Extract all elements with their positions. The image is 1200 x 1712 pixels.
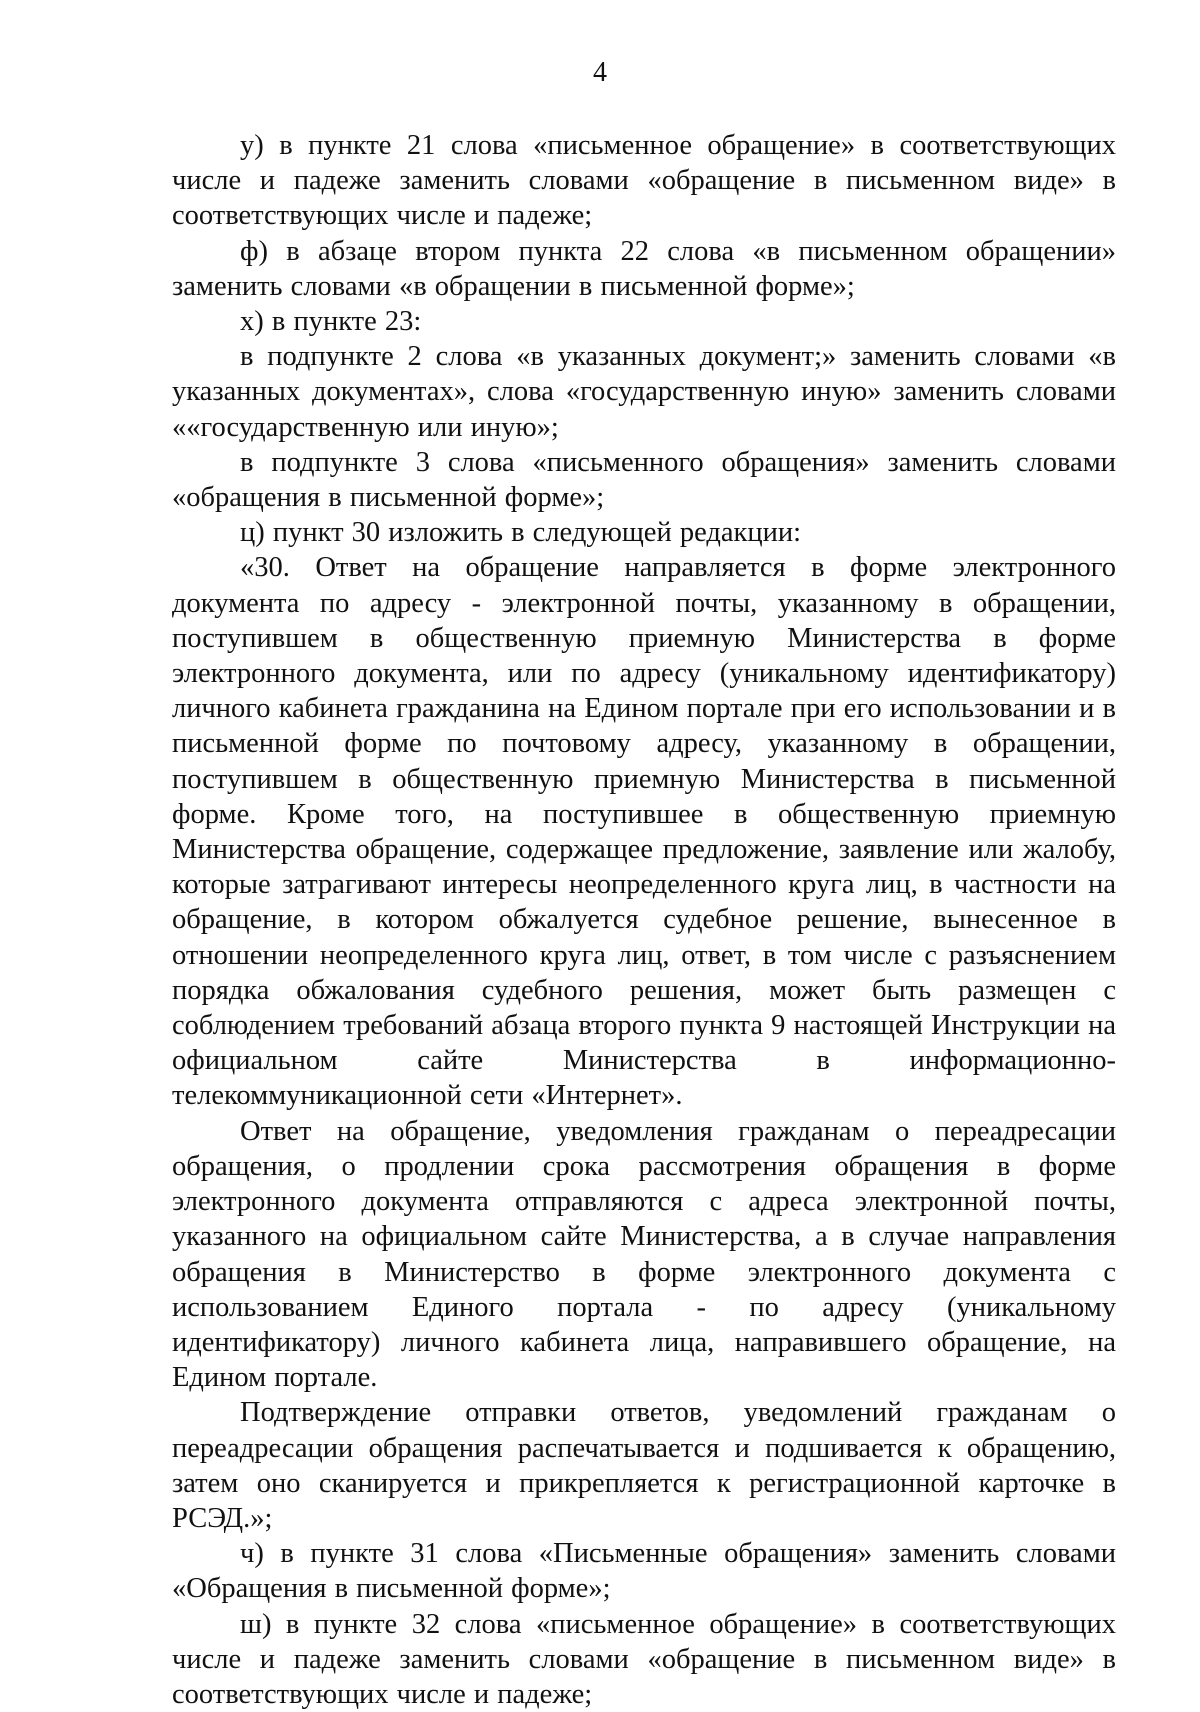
paragraph-confirmation: Подтверждение отправки ответов, уведомлений гражданам о переадресации обращения распечатывается и подшивается к обращению, затем оно сканируется и прикрепляется к регистрационной карточке в РСЭД.»; [172,1397,1116,1534]
paragraph-point-30: «30. Ответ на обращение направляется в форме электронного документа по адресу - электронной почты, указанному в обращении, поступившем в общественную приемную Министерства в форме электронного документа, или по адресу (уникальному идентификатору) личного кабинета гражданина на Едином портале при его использовании и в письменной форме по почтовому адресу, указанному в обращении, поступившем в общественную приемную Министерства в письменной форме. Кроме того, на поступившее в общественную приемную Министерства обращение, содержащее предложение, заявление или жалобу, которые затрагивают интересы неопределенного круга лиц, в частности на обращение, в котором обжалуется судебное решение, вынесенное в отношении неопределенного круга лиц, ответ, в том числе с разъяснением порядка обжалования судебного решения, может быть размещен с соблюдением требований абзаца второго пункта 9 настоящей Инструкции на официальном сайте Министерства в информационно-телекоммуникационной сети «Интернет». [172,552,1116,1112]
paragraph-subpoint-3: в подпункте 3 слова «письменного обращения» заменить словами «обращения в письменной форме»; [172,446,1116,514]
document-body [172,128,1116,1712]
page-number: 4 [593,57,607,88]
paragraph-subpoint-2: в подпункте 2 слова «в указанных документ;» заменить словами «в указанных документах», слова «государственную иную» заменить словами ««государственную или иную»; [172,341,1116,443]
paragraph-kh: х) в пункте 23: [240,306,422,338]
paragraph-answer-notification: Ответ на обращение, уведомления гражданам о переадресации обращения, о продлении срока рассмотрения обращения в форме электронного документа отправляются с адреса электронной почты, указанного на официальном сайте Министерства, а в случае направления обращения в Министерство в форме электронного документа с использованием Единого портала - по адресу (уникальному идентификатору) личного кабинета лица, направившего обращение, на Едином портале. [172,1115,1116,1394]
paragraph-u: у) в пункте 21 слова «письменное обращение» в соответствующих числе и падеже заменить словами «обращение в письменном виде» в соответствующих числе и падеже; [172,130,1116,232]
paragraph-sh: ш) в пункте 32 слова «письменное обращение» в соответствующих числе и падеже заменить словами «обращение в письменном виде» в соответствующих числе и падеже; [172,1608,1116,1710]
paragraph-ch: ч) в пункте 31 слова «Письменные обращения» заменить словами «Обращения в письменной форме»; [172,1538,1116,1605]
paragraph-ts: ц) пункт 30 изложить в следующей редакции: [240,517,802,549]
paragraph-f: ф) в абзаце втором пункта 22 слова «в письменном обращении» заменить словами «в обращении в письменной форме»; [172,235,1116,302]
